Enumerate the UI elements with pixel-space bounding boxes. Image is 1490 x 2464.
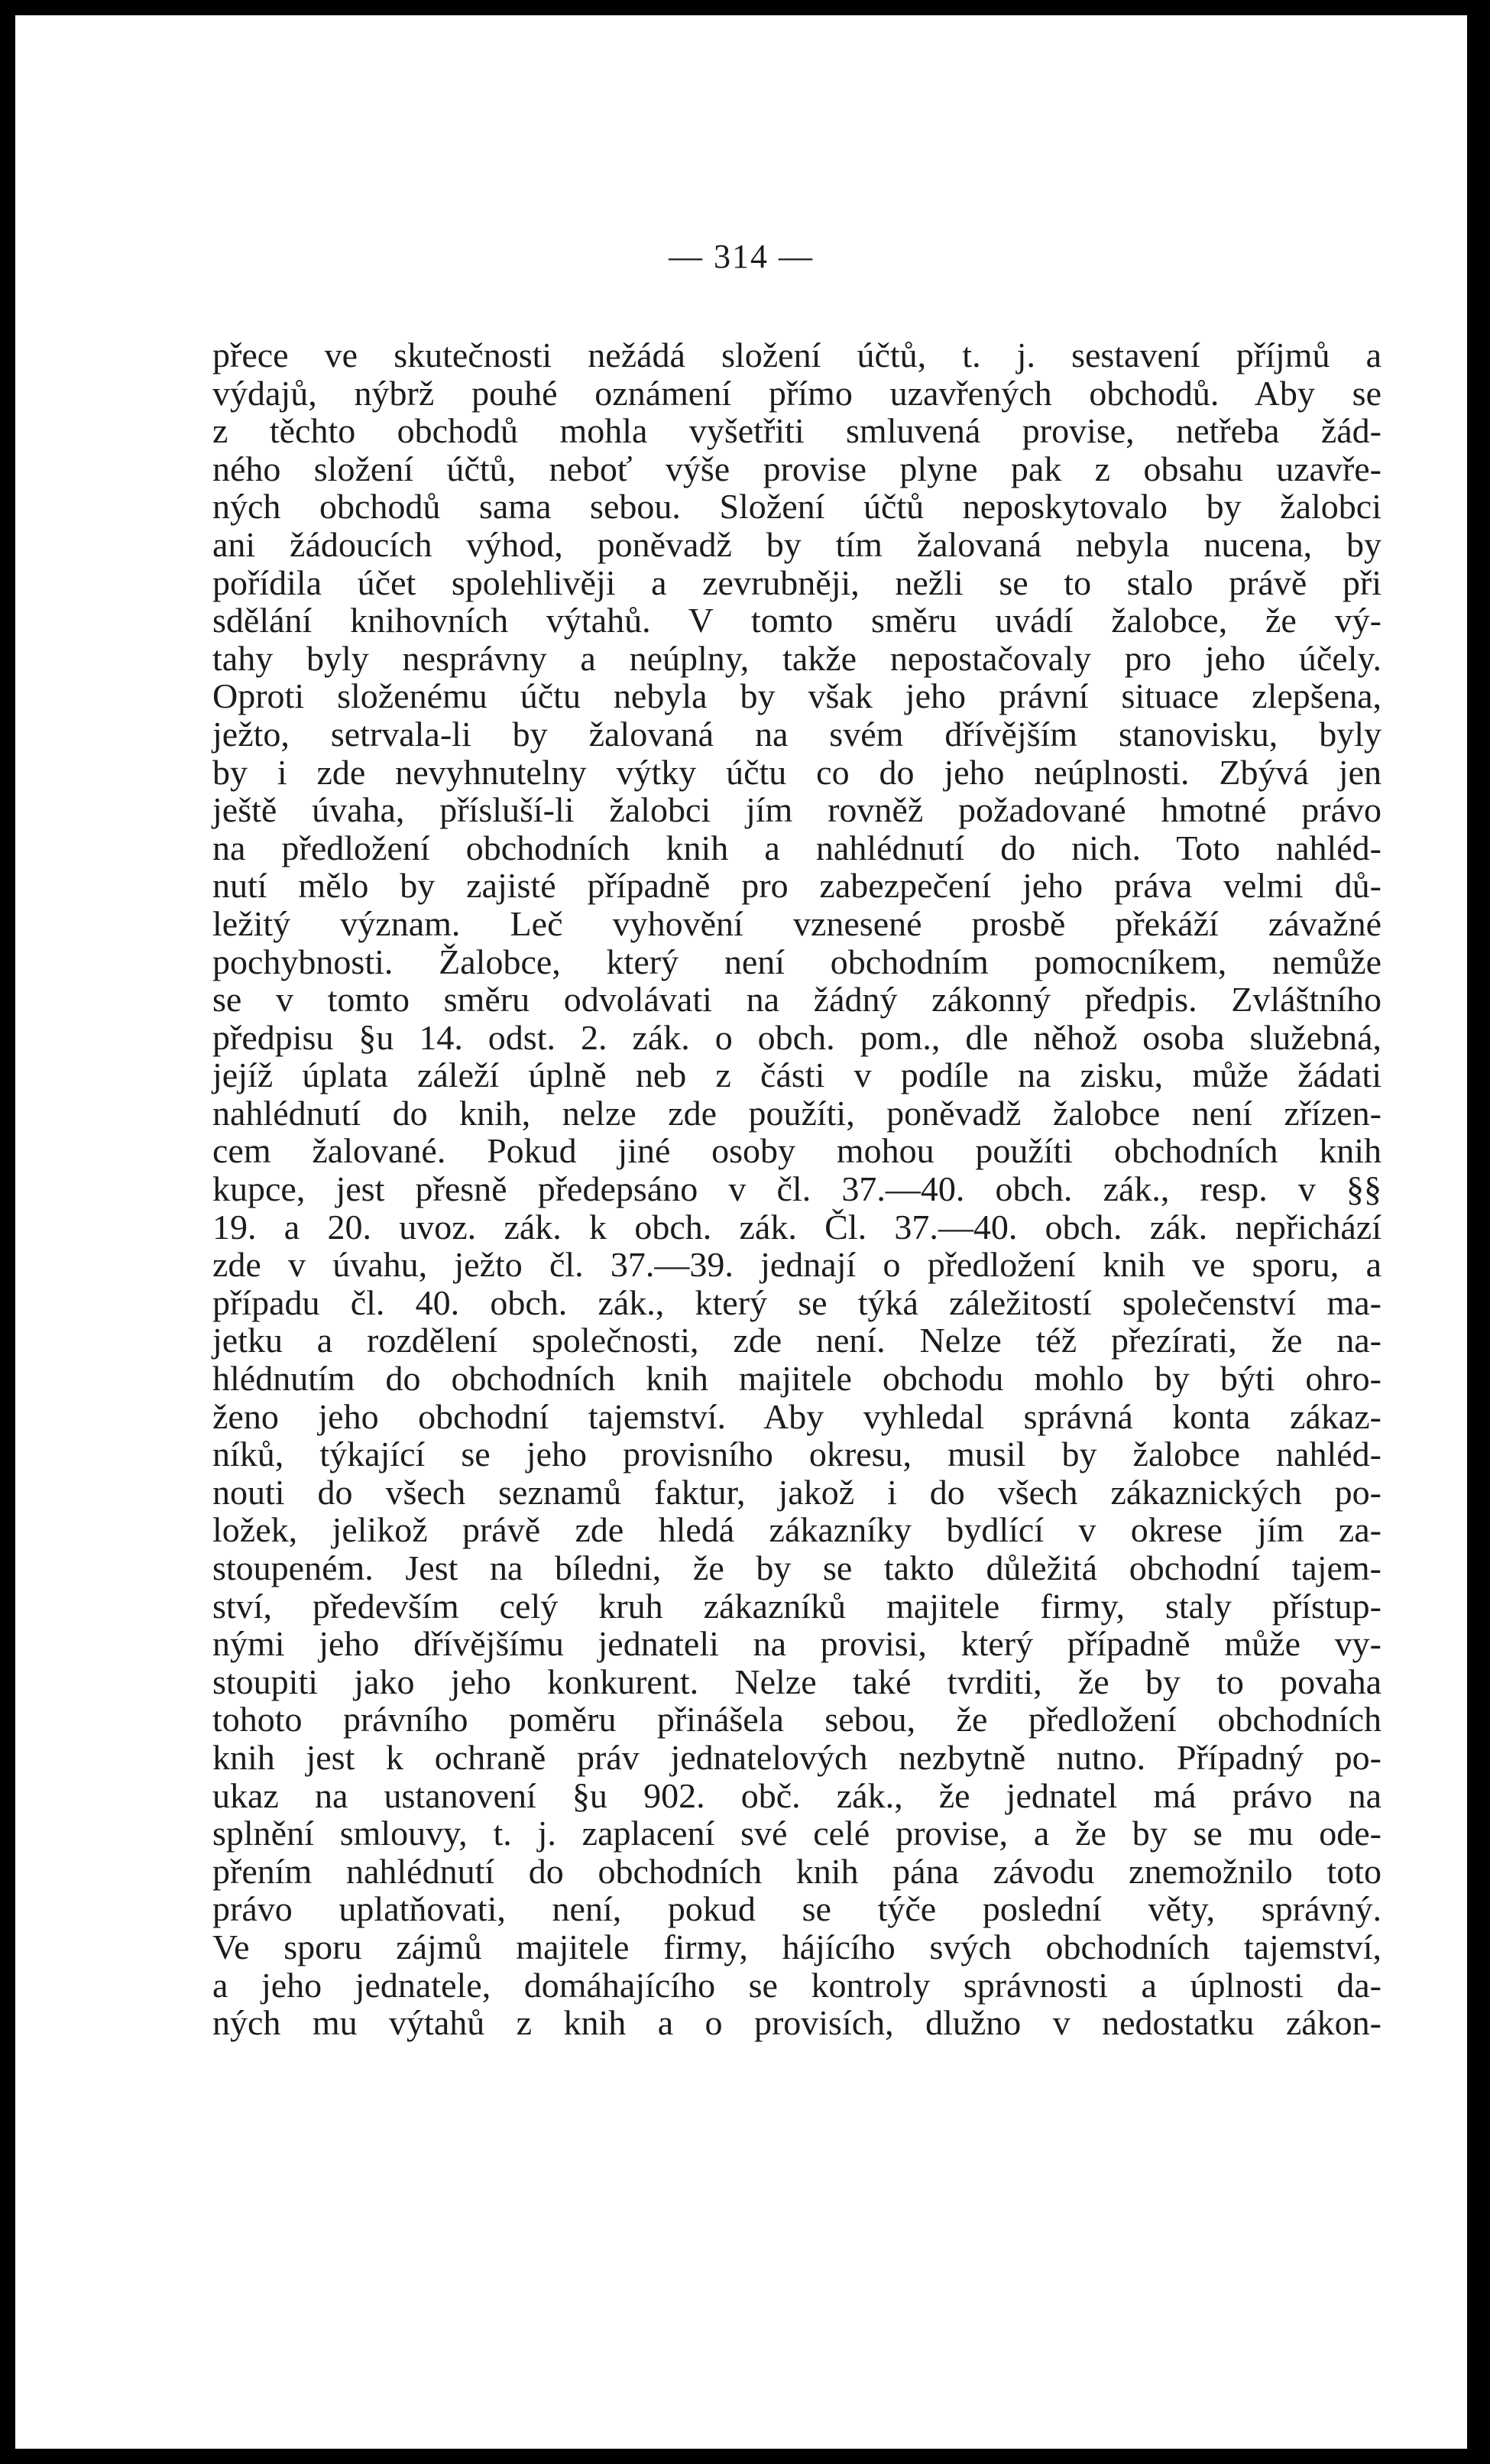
text-line: sdělání knihovních výtahů. V tomto směru uvádí žalobce, že vý- [212, 601, 1381, 640]
text-line: jejíž úplata záleží úplně neb z části v podíle na zisku, může žádati [212, 1055, 1381, 1095]
body-text [212, 336, 1381, 2042]
text-line: předpisu §u 14. odst. 2. zák. o obch. pom., dle něhož osoba služebná, [212, 1017, 1381, 1057]
text-line: přece ve skutečnosti nežádá složení účtů, t. j. sestavení příjmů a [212, 336, 1381, 374]
text-line: hlédnutím do obchodních knih majitele obchodu mohlo by býti ohro- [212, 1359, 1381, 1399]
text-line: cem žalované. Pokud jiné osoby mohou použíti obchodních knih [212, 1131, 1381, 1171]
text-line: nými jeho dřívějšímu jednateli na provisi, který případně může vy- [212, 1624, 1381, 1664]
text-line: na předložení obchodních knih a nahlédnutí do nich. Toto nahléd- [212, 828, 1381, 867]
text-line: a jeho jednatele, domáhajícího se kontroly správnosti a úplnosti da- [212, 1965, 1381, 2005]
text-line: kupce, jest přesně předepsáno v čl. 37.—40. obch. zák., resp. v §§ [212, 1169, 1381, 1209]
text-line: výdajů, nýbrž pouhé oznámení přímo uzavřených obchodů. Aby se [212, 373, 1381, 413]
text-line: ježto, setrvala-li by žalovaná na svém dřívějším stanovisku, byly [212, 714, 1381, 754]
text-line: z těchto obchodů mohla vyšetřiti smluvená provise, netřeba žád- [212, 411, 1381, 451]
text-line: stoupeném. Jest na bíledni, že by se takto důležitá obchodní tajem- [212, 1548, 1381, 1587]
text-line: ných mu výtahů z knih a o provisích, dlužno v nedostatku zákon- [212, 2003, 1381, 2043]
text-line: tahy byly nesprávny a neúplny, takže nepostačovaly pro jeho účely. [212, 638, 1381, 678]
text-line: právo uplatňovati, není, pokud se týče poslední věty, správný. [212, 1889, 1381, 1929]
text-line: ležitý význam. Leč vyhovění vznesené prosbě překáží závažné [212, 903, 1381, 943]
text-line: ložek, jelikož právě zde hledá zákazníky bydlící v okrese jím za- [212, 1510, 1381, 1550]
text-line: Ve sporu zájmů majitele firmy, hájícího svých obchodních tajemství, [212, 1927, 1381, 1966]
text-line: pochybnosti. Žalobce, který není obchodním pomocníkem, nemůže [212, 942, 1381, 981]
text-line: přením nahlédnutí do obchodních knih pána závodu znemožnilo toto [212, 1851, 1381, 1891]
text-line: Oproti složenému účtu nebyla by však jeho právní situace zlepšena, [212, 676, 1381, 716]
text-line: níků, týkající se jeho provisního okresu, musil by žalobce nahléd- [212, 1435, 1381, 1474]
page-number: — 314 — [669, 238, 814, 275]
document-page [15, 15, 1467, 2449]
text-line: ných obchodů sama sebou. Složení účtů neposkytovalo by žalobci [212, 487, 1381, 527]
text-line: ani žádoucích výhod, poněvadž by tím žalovaná nebyla nucena, by [212, 524, 1381, 564]
text-line: splnění smlouvy, t. j. zaplacení své celé provise, a že by se mu ode- [212, 1814, 1381, 1853]
text-line: ného složení účtů, neboť výše provise plyne pak z obsahu uzavře- [212, 449, 1381, 488]
text-line: tohoto právního poměru přinášela sebou, že předložení obchodních [212, 1700, 1381, 1739]
text-line: ukaz na ustanovení §u 902. obč. zák., že jednatel má právo na [212, 1775, 1381, 1815]
text-line: stoupiti jako jeho konkurent. Nelze také tvrditi, že by to povaha [212, 1662, 1381, 1701]
text-line: jetku a rozdělení společnosti, zde není. Nelze též přezírati, že na- [212, 1321, 1381, 1360]
text-line: by i zde nevyhnutelny výtky účtu co do jeho neúplnosti. Zbývá jen [212, 752, 1381, 792]
text-line: se v tomto směru odvolávati na žádný zákonný předpis. Zvláštního [212, 980, 1381, 1020]
text-line: ství, především celý kruh zákazníků majitele firmy, staly přístup- [212, 1586, 1381, 1626]
text-line: případu čl. 40. obch. zák., který se týká záležitostí společenství ma- [212, 1282, 1381, 1322]
text-line: ženo jeho obchodní tajemství. Aby vyhledal správná konta zákaz- [212, 1396, 1381, 1436]
text-line: 19. a 20. uvoz. zák. k obch. zák. Čl. 37.—40. obch. zák. nepřichází [212, 1207, 1381, 1247]
text-line: nutí mělo by zajisté případně pro zabezpečení jeho práva velmi dů- [212, 866, 1381, 906]
text-line: knih jest k ochraně práv jednatelových nezbytně nutno. Případný po- [212, 1737, 1381, 1777]
text-line: pořídila účet spolehlivěji a zevrubněji, nežli se to stalo právě při [212, 563, 1381, 602]
text-line: zde v úvahu, ježto čl. 37.—39. jednají o předložení knih ve sporu, a [212, 1245, 1381, 1285]
text-line: nouti do všech seznamů faktur, jakož i do všech zákaznických po- [212, 1472, 1381, 1512]
text-line: nahlédnutí do knih, nelze zde použíti, poněvadž žalobce není zřízen- [212, 1093, 1381, 1133]
text-line: ještě úvaha, přísluší-li žalobci jím rovněž požadované hmotné právo [212, 790, 1381, 830]
